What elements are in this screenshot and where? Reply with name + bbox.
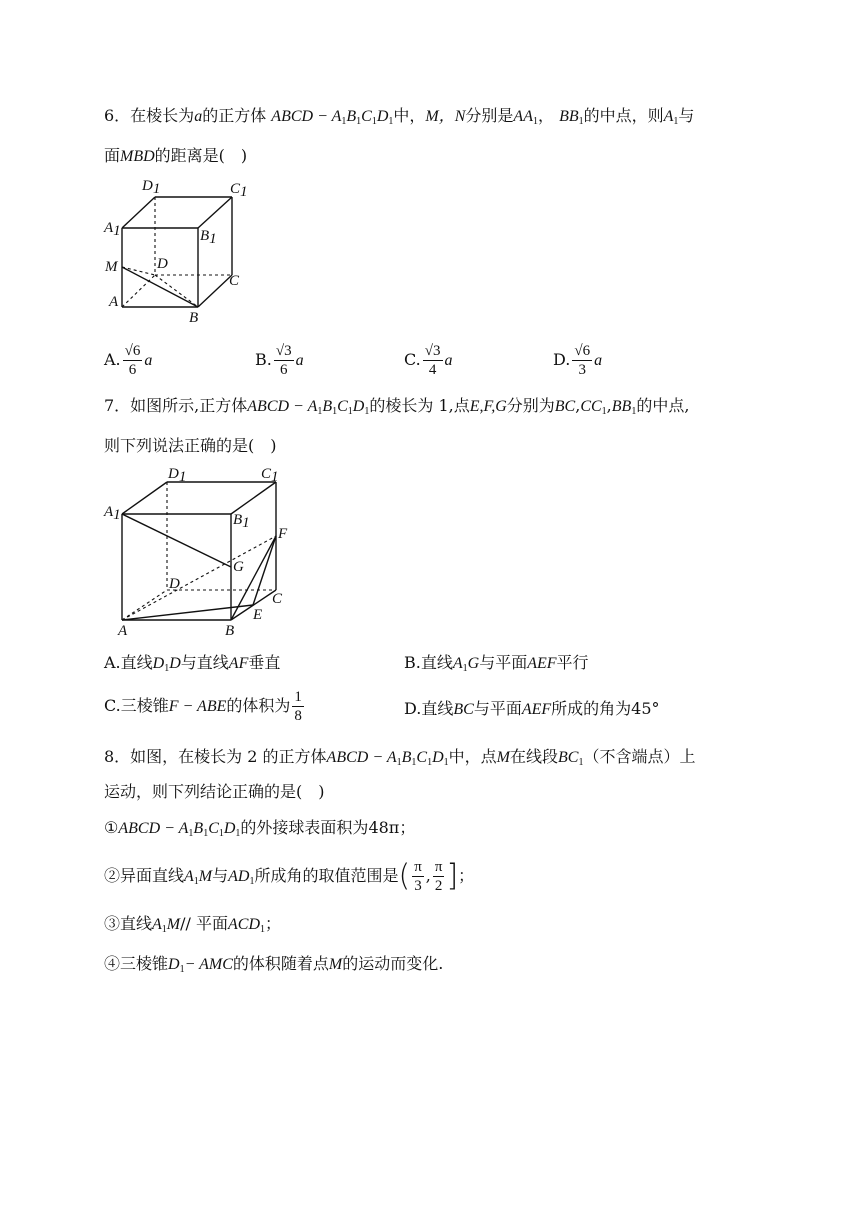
opt-label: A.	[104, 350, 121, 369]
q7-text: 的中点,	[636, 396, 690, 415]
q6-text: 的距离是( )	[154, 146, 248, 165]
label-a: A	[109, 294, 119, 310]
label-e: E	[253, 607, 263, 623]
label-c1: C1	[261, 466, 279, 485]
opt-var: a	[295, 352, 304, 369]
q6-text: 中，	[393, 106, 426, 125]
stmt-text: ；	[265, 914, 282, 933]
label-d: D	[169, 576, 180, 592]
q7-option-c[interactable]	[104, 688, 306, 725]
label-c: C	[272, 591, 283, 607]
stmt-text: 与	[212, 866, 229, 885]
q6-text: 面	[104, 146, 121, 165]
hidden-ad	[122, 275, 155, 307]
q8-cube-name: ABCD − $A_1B_1C_1D_1$	[326, 749, 449, 768]
edge-mb	[122, 267, 198, 307]
right-bracket: ]	[446, 858, 459, 894]
q7-aef: AEF	[527, 655, 557, 672]
q8-text: 在线段	[509, 747, 558, 766]
opt-label: C.	[404, 350, 421, 369]
q7-bc: BC	[554, 398, 576, 415]
q7-points-efg: E,F,G	[469, 398, 507, 415]
stmt-text: 的外接球表面积为	[240, 818, 369, 837]
q7-af: AF	[228, 655, 249, 672]
q7-fabe: F − ABE	[168, 698, 227, 715]
label-b1: B1	[233, 512, 250, 531]
opt-var: a	[144, 352, 153, 369]
q6-text: 的中点，则	[583, 106, 664, 125]
q7-text: 分别为	[506, 396, 555, 415]
edge-a1d1	[122, 197, 155, 228]
opt-text: 与直线	[180, 653, 229, 672]
q8-statement-4	[104, 954, 443, 980]
edge-b1c1	[198, 197, 232, 228]
fraction: $\frac{√6}{3}$	[574, 343, 591, 378]
label-m: M	[105, 259, 118, 275]
q6-line2	[104, 146, 247, 167]
stmt-text: 的体积随着点	[232, 954, 329, 973]
q7-option-d[interactable]	[404, 696, 660, 719]
label-a1: A1	[104, 504, 121, 523]
q8-line1	[104, 747, 695, 773]
q8-line2: 运动，则下列结论正确的是( )	[104, 782, 325, 801]
opt-text: 的体积为	[226, 696, 291, 715]
q8-statement-1	[104, 818, 415, 844]
label-a1: A1	[104, 220, 121, 239]
q6-aa1: $AA_1$	[513, 108, 538, 127]
stmt-text: ③直线	[104, 914, 153, 933]
stmt-text: ②异面直线	[104, 866, 185, 885]
opt-text: B.直线	[404, 653, 453, 672]
opt-text: 与平面	[473, 699, 522, 718]
label-b: B	[225, 623, 235, 639]
stmt-text: ④三棱锥	[104, 954, 169, 973]
fraction: $\frac{√6}{6}$	[124, 343, 141, 378]
stmt-text: ；	[399, 818, 416, 837]
label-b1: B1	[200, 228, 217, 247]
q7-bc: BC	[453, 701, 474, 718]
q6-option-b[interactable]	[255, 342, 304, 379]
q7-a1g: $A_1G$	[452, 655, 480, 674]
q6-option-a[interactable]	[104, 342, 152, 379]
q8-statement-3	[104, 914, 281, 940]
q8-text: 8．如图，在棱长为 2 的正方体	[104, 747, 327, 766]
stmt-text: ①	[104, 818, 119, 837]
label-d1: D1	[168, 466, 187, 485]
q6-bb1: $BB_1$	[559, 108, 584, 127]
edge-a1d1	[122, 482, 167, 514]
label-c: C	[229, 273, 240, 289]
fraction: $\frac{1}{8}$	[294, 689, 302, 724]
q8-statement-2: ②异面直线$A_1M$与$AD_1$所成角的取值范围是( $\frac{\pi}{3}$ , $\frac{\pi}{2}$ ]；	[104, 858, 475, 894]
q7-aef: AEF	[521, 701, 552, 718]
stmt-text: ；	[458, 866, 475, 885]
q7-d1d: $D_1D$	[152, 655, 181, 674]
q6-plane-mbd: MBD	[120, 148, 155, 165]
fraction: $\frac{\pi}{3}$	[414, 859, 422, 894]
edge-a1g	[122, 514, 231, 567]
label-d: D	[157, 256, 168, 272]
q7-text: 的棱长为 1,点	[369, 396, 470, 415]
label-c1: C1	[230, 181, 248, 200]
opt-label: B.	[255, 350, 272, 369]
opt-text: 与平面	[479, 653, 528, 672]
opt-label: D.	[553, 350, 571, 369]
label-f: F	[278, 526, 288, 542]
stmt-text: 所成角的取值范围是	[254, 866, 399, 885]
q6-points-mn: M，N	[425, 108, 466, 125]
q7-line2: 则下列说法正确的是( )	[104, 436, 277, 455]
q6-text: 分别是	[465, 106, 514, 125]
q8-cube-name: ABCD − $A_1B_1C_1D_1$	[118, 820, 241, 839]
label-g: G	[233, 559, 244, 575]
q7-bb1: $BB_1$	[611, 398, 637, 417]
label-d1: D1	[142, 178, 161, 197]
fraction: $\frac{√3}{4}$	[424, 343, 441, 378]
q7-option-a[interactable]	[104, 650, 280, 674]
opt-text: 所成的角为	[551, 699, 632, 718]
stmt-text: 的运动而变化.	[342, 954, 444, 973]
q7-option-b[interactable]	[404, 650, 589, 674]
left-paren: (	[398, 858, 411, 894]
opt-text: D.直线	[404, 699, 454, 718]
q6-option-c[interactable]	[404, 342, 453, 379]
q6-text: 6．在棱长为	[104, 106, 195, 125]
q8-point-m: M	[496, 749, 510, 766]
fraction: $\frac{√3}{6}$	[275, 343, 292, 378]
label-b: B	[189, 310, 199, 326]
opt-text: C.三棱锥	[104, 696, 169, 715]
q8-amc: − AMC	[184, 956, 233, 973]
q6-cube-name: ABCD − $A_1B_1C_1D_1$	[271, 108, 394, 127]
edge-b1c1	[231, 482, 276, 514]
q8-ad1: $AD_1$	[228, 868, 255, 887]
q6-text: 与	[678, 106, 695, 125]
label-a: A	[118, 623, 128, 639]
stmt-text: // 平面	[180, 914, 228, 933]
q7-degree: 45°	[631, 699, 660, 718]
opt-var: a	[594, 352, 603, 369]
q7-text: 7．如图所示,正方体	[104, 396, 248, 415]
q6-line1: 6．在棱长为a的正方体 ABCD − $A_1B_1C_1D_1$中，M，N分别是$AA_1$， $BB_1$的中点，则$A_1$与	[104, 106, 695, 127]
hidden-db	[155, 275, 198, 307]
q6-text: 的正方体	[202, 106, 267, 125]
q6-var-a: a	[194, 108, 203, 125]
q8-a1m: $A_1M$	[152, 916, 181, 935]
opt-text: 平行	[556, 653, 589, 672]
q8-point-m: M	[328, 956, 343, 973]
edge-bc	[198, 275, 232, 307]
opt-text: A.直线	[104, 653, 153, 672]
opt-var: a	[444, 352, 453, 369]
q8-text: （不含端点）上	[583, 747, 696, 766]
q8-a1m: $A_1M$	[184, 868, 213, 887]
q6-a1: $A_1$	[663, 108, 679, 127]
q8-acd1: $ACD_1$	[228, 916, 265, 935]
opt-text: 垂直	[248, 653, 281, 672]
fraction: $\frac{\pi}{2}$	[434, 859, 443, 894]
q7-cube-figure	[100, 462, 300, 642]
q6-option-d[interactable]	[553, 342, 602, 379]
q7-cube-name: ABCD − $A_1B_1C_1D_1$	[247, 398, 370, 417]
hidden-md	[122, 267, 155, 275]
q8-d1: $D_1$	[168, 956, 185, 975]
q8-bc1: $BC_1$	[557, 749, 584, 768]
q6-cube-figure	[100, 175, 260, 325]
q8-text: 中，点	[448, 747, 497, 766]
q7-line1: 7．如图所示,正方体ABCD − $A_1B_1C_1D_1$的棱长为 1,点E,F,G分别为$BC,CC_1,BB_1$的中点,	[104, 396, 690, 417]
q7-cc1: $CC_1$	[580, 398, 607, 417]
q8-area-value: 48π	[368, 818, 400, 837]
